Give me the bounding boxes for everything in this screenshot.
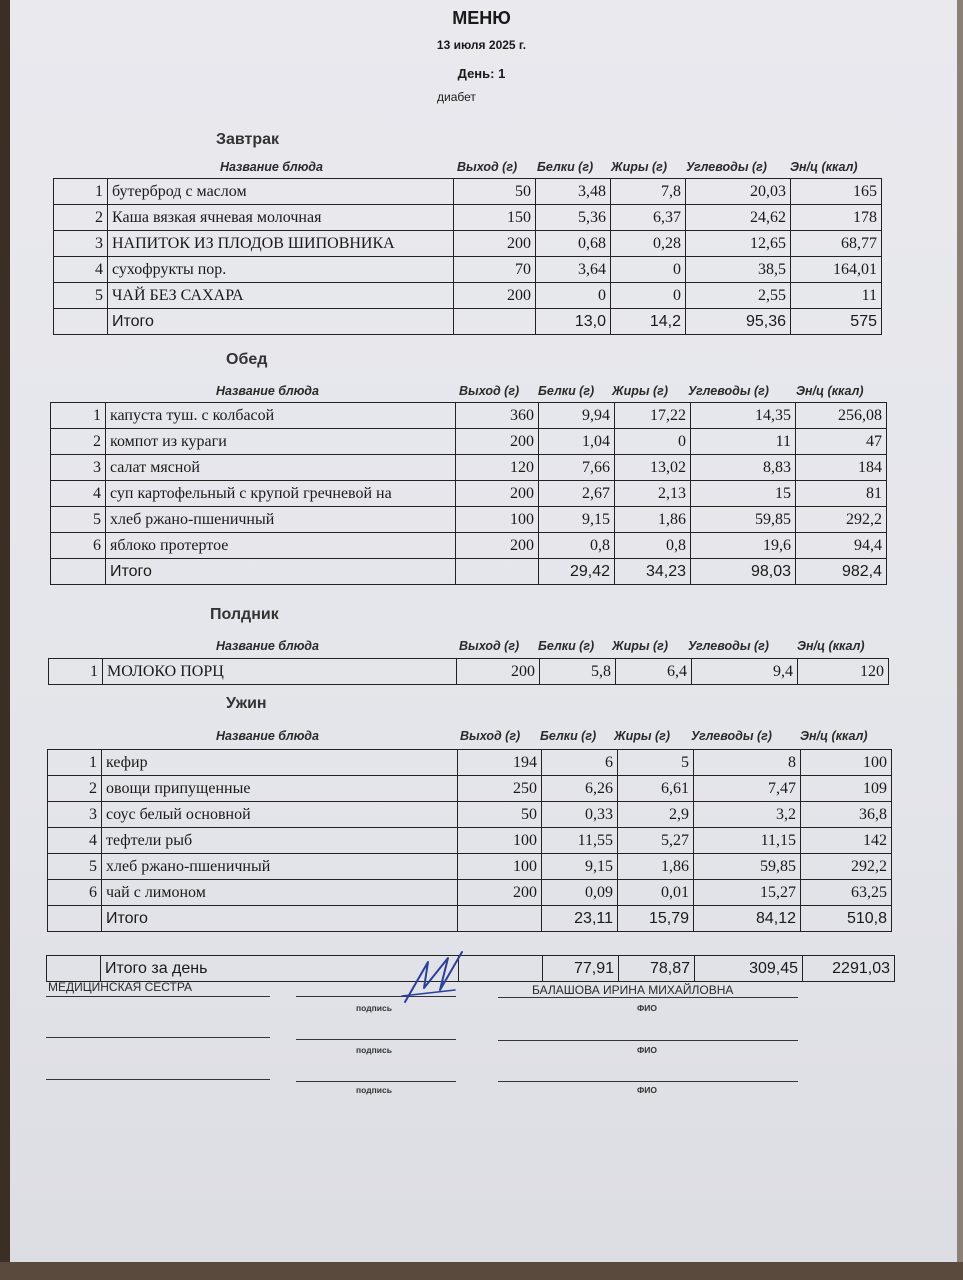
- total-carb: 95,36: [686, 309, 791, 335]
- total-row: [54, 309, 882, 335]
- cell-out: 50: [458, 802, 542, 828]
- signature-person: БАЛАШОВА ИРИНА МИХАЙЛОВНА: [532, 983, 734, 997]
- cell-name: суп картофельный с крупой гречневой на: [106, 481, 456, 507]
- total-energy: 982,4: [796, 559, 887, 585]
- cell-name: НАПИТОК ИЗ ПЛОДОВ ШИПОВНИКА: [108, 231, 454, 257]
- cell-energy: 256,08: [796, 403, 887, 429]
- col-fat: Жиры (г): [611, 160, 668, 174]
- cell-prot: 2,67: [539, 481, 615, 507]
- cell-n: 1: [54, 179, 108, 205]
- cell-carb: 15: [691, 481, 796, 507]
- col-out: Выход (г): [457, 160, 518, 174]
- cell-carb: 38,5: [686, 257, 791, 283]
- section-title-snack: Полдник: [210, 606, 279, 623]
- cell-out: 70: [454, 257, 536, 283]
- table-row: [54, 205, 882, 231]
- dinner-table: [47, 749, 892, 932]
- cell-fat: 0,01: [618, 880, 694, 906]
- cell-carb: 19,6: [691, 533, 796, 559]
- col-fat: Жиры (г): [612, 384, 669, 398]
- col-carb: Углеводы (г): [691, 729, 772, 743]
- cell-carb: 24,62: [686, 205, 791, 231]
- cell-n: 3: [54, 231, 108, 257]
- cell-carb: 3,2: [694, 802, 801, 828]
- col-prot: Белки (г): [540, 729, 597, 743]
- day-total-fat: 78,87: [619, 956, 695, 982]
- sign-line-2: [296, 1039, 456, 1040]
- diet-type: диабет: [437, 90, 476, 104]
- table-row: [51, 455, 887, 481]
- cell-n: 5: [54, 283, 108, 309]
- cell-out: 50: [454, 179, 536, 205]
- cell-fat: 6,4: [616, 659, 692, 685]
- col-carb: Углеводы (г): [688, 384, 769, 398]
- cell-carb: 7,47: [694, 776, 801, 802]
- lunch-table: [50, 402, 887, 585]
- col-out: Выход (г): [459, 639, 520, 653]
- cell-n: 5: [51, 507, 106, 533]
- cell-out: 200: [458, 880, 542, 906]
- fio-line-2: [498, 1040, 798, 1041]
- fio-line-1: [498, 997, 798, 998]
- photo-edge-bottom: [0, 1262, 963, 1280]
- total-fat: 15,79: [618, 906, 694, 932]
- col-out: Выход (г): [459, 384, 520, 398]
- table-row: [48, 802, 892, 828]
- cell-n: 6: [51, 533, 106, 559]
- day-total-carb: 309,45: [695, 956, 803, 982]
- cell-fat: 1,86: [615, 507, 691, 533]
- total-label: Итого: [102, 906, 458, 932]
- cell-n: 4: [51, 481, 106, 507]
- cell-name: хлеб ржано-пшеничный: [106, 507, 456, 533]
- cell-n: 2: [48, 776, 102, 802]
- day-total-prot: 77,91: [543, 956, 619, 982]
- col-prot: Белки (г): [538, 639, 595, 653]
- col-carb: Углеводы (г): [688, 639, 769, 653]
- cell-name: Каша вязкая ячневая молочная: [108, 205, 454, 231]
- cell-out: 100: [456, 507, 539, 533]
- cell-out: 250: [458, 776, 542, 802]
- cell-out: 200: [454, 231, 536, 257]
- cell-prot: 6: [542, 750, 618, 776]
- cell-prot: 0,8: [539, 533, 615, 559]
- cell-name: хлеб ржано-пшеничный: [102, 854, 458, 880]
- total-out: [458, 906, 542, 932]
- handwritten-signature: [400, 950, 480, 1010]
- cell-energy: 68,77: [791, 231, 882, 257]
- cell-name: ЧАЙ БЕЗ САХАРА: [108, 283, 454, 309]
- cell-prot: 9,15: [542, 854, 618, 880]
- cell-carb: 12,65: [686, 231, 791, 257]
- signature-role: МЕДИЦИНСКАЯ СЕСТРА: [48, 980, 193, 994]
- cell-name: сухофрукты пор.: [108, 257, 454, 283]
- table-row: [48, 880, 892, 906]
- cell-fat: 17,22: [615, 403, 691, 429]
- cell-energy: 94,4: [796, 533, 887, 559]
- total-row: [51, 559, 887, 585]
- section-title-breakfast: Завтрак: [216, 131, 280, 148]
- cell-prot: 3,48: [536, 179, 611, 205]
- cell-energy: 63,25: [801, 880, 892, 906]
- total-label: Итого: [106, 559, 456, 585]
- cell-energy: 81: [796, 481, 887, 507]
- cell-n: 4: [48, 828, 102, 854]
- sign-label-1: подпись: [356, 1003, 392, 1013]
- cell-prot: 0,33: [542, 802, 618, 828]
- cell-name: салат мясной: [106, 455, 456, 481]
- fio-label-1: ФИО: [637, 1003, 657, 1013]
- cell-energy: 109: [801, 776, 892, 802]
- cell-n: 6: [48, 880, 102, 906]
- cell-name: компот из кураги: [106, 429, 456, 455]
- cell-fat: 5: [618, 750, 694, 776]
- fio-line-3: [498, 1081, 798, 1082]
- day-total-label: Итого за день: [101, 956, 459, 982]
- cell-name: чай с лимоном: [102, 880, 458, 906]
- cell-prot: 11,55: [542, 828, 618, 854]
- col-energy: Эн/ц (ккал): [800, 729, 868, 743]
- fio-label-2: ФИО: [637, 1045, 657, 1055]
- fio-label-3: ФИО: [637, 1085, 657, 1095]
- cell-n: 3: [51, 455, 106, 481]
- total-empty: [48, 906, 102, 932]
- total-out: [454, 309, 536, 335]
- day-total-empty: [47, 956, 101, 982]
- cell-fat: 0: [615, 429, 691, 455]
- cell-name: капуста туш. с колбасой: [106, 403, 456, 429]
- total-energy: 510,8: [801, 906, 892, 932]
- col-out: Выход (г): [460, 729, 521, 743]
- cell-prot: 5,8: [540, 659, 616, 685]
- breakfast-table: [53, 178, 882, 335]
- column-header-dinner: [0, 729, 963, 745]
- cell-prot: 9,15: [539, 507, 615, 533]
- cell-carb: 59,85: [691, 507, 796, 533]
- cell-name: кефир: [102, 750, 458, 776]
- table-row: [48, 828, 892, 854]
- total-energy: 575: [791, 309, 882, 335]
- table-row: [48, 750, 892, 776]
- cell-prot: 0,68: [536, 231, 611, 257]
- cell-out: 100: [458, 854, 542, 880]
- total-carb: 98,03: [691, 559, 796, 585]
- cell-fat: 6,37: [611, 205, 686, 231]
- role-line-3: [46, 1079, 270, 1080]
- col-name: Название блюда: [216, 639, 319, 653]
- cell-name: МОЛОКО ПОРЦ: [103, 659, 457, 685]
- total-carb: 84,12: [694, 906, 801, 932]
- table-row: [51, 429, 887, 455]
- cell-energy: 100: [801, 750, 892, 776]
- cell-energy: 142: [801, 828, 892, 854]
- sign-line-3: [296, 1081, 456, 1082]
- col-carb: Углеводы (г): [686, 160, 767, 174]
- table-row: [51, 481, 887, 507]
- cell-carb: 11: [691, 429, 796, 455]
- day-total-energy: 2291,03: [803, 956, 895, 982]
- sign-label-3: подпись: [356, 1085, 392, 1095]
- cell-n: 2: [51, 429, 106, 455]
- cell-energy: 165: [791, 179, 882, 205]
- cell-out: 200: [457, 659, 540, 685]
- cell-energy: 164,01: [791, 257, 882, 283]
- col-energy: Эн/ц (ккал): [797, 639, 865, 653]
- cell-energy: 47: [796, 429, 887, 455]
- cell-fat: 6,61: [618, 776, 694, 802]
- total-row: [48, 906, 892, 932]
- total-empty: [54, 309, 108, 335]
- cell-carb: 14,35: [691, 403, 796, 429]
- total-fat: 14,2: [611, 309, 686, 335]
- cell-fat: 7,8: [611, 179, 686, 205]
- cell-energy: 292,2: [801, 854, 892, 880]
- cell-carb: 15,27: [694, 880, 801, 906]
- page-title: МЕНЮ: [452, 8, 511, 28]
- snack-table: [48, 658, 889, 685]
- cell-name: яблоко протертое: [106, 533, 456, 559]
- cell-fat: 1,86: [618, 854, 694, 880]
- column-header-lunch: [0, 384, 963, 400]
- cell-energy: 292,2: [796, 507, 887, 533]
- section-title-dinner: Ужин: [226, 695, 267, 712]
- col-fat: Жиры (г): [614, 729, 671, 743]
- table-row: [54, 257, 882, 283]
- total-prot: 23,11: [542, 906, 618, 932]
- cell-n: 5: [48, 854, 102, 880]
- table-row: [54, 179, 882, 205]
- cell-fat: 0,28: [611, 231, 686, 257]
- cell-fat: 5,27: [618, 828, 694, 854]
- cell-energy: 184: [796, 455, 887, 481]
- total-label: Итого: [108, 309, 454, 335]
- cell-out: 194: [458, 750, 542, 776]
- table-row: [54, 283, 882, 309]
- cell-prot: 1,04: [539, 429, 615, 455]
- col-name: Название блюда: [216, 384, 319, 398]
- cell-energy: 36,8: [801, 802, 892, 828]
- cell-fat: 2,9: [618, 802, 694, 828]
- menu-day: День: 1: [457, 66, 506, 81]
- col-prot: Белки (г): [537, 160, 594, 174]
- col-energy: Эн/ц (ккал): [796, 384, 864, 398]
- cell-n: 1: [48, 750, 102, 776]
- cell-n: 4: [54, 257, 108, 283]
- total-prot: 13,0: [536, 309, 611, 335]
- cell-carb: 20,03: [686, 179, 791, 205]
- column-header-snack: [0, 639, 963, 655]
- cell-carb: 8,83: [691, 455, 796, 481]
- cell-n: 1: [51, 403, 106, 429]
- table-row: [51, 507, 887, 533]
- column-header-breakfast: [0, 160, 963, 176]
- menu-date: 13 июля 2025 г.: [436, 38, 527, 52]
- table-row: [51, 403, 887, 429]
- cell-prot: 0: [536, 283, 611, 309]
- table-row: [49, 659, 889, 685]
- cell-prot: 5,36: [536, 205, 611, 231]
- cell-name: бутерброд с маслом: [108, 179, 454, 205]
- cell-carb: 8: [694, 750, 801, 776]
- cell-out: 200: [454, 283, 536, 309]
- role-line-1: [46, 996, 270, 997]
- cell-carb: 59,85: [694, 854, 801, 880]
- cell-out: 120: [456, 455, 539, 481]
- sign-label-2: подпись: [356, 1045, 392, 1055]
- role-line-2: [46, 1037, 270, 1038]
- cell-name: овощи припущенные: [102, 776, 458, 802]
- cell-out: 200: [456, 429, 539, 455]
- cell-fat: 13,02: [615, 455, 691, 481]
- col-name: Название блюда: [216, 729, 319, 743]
- cell-name: тефтели рыб: [102, 828, 458, 854]
- total-empty: [51, 559, 106, 585]
- cell-energy: 120: [798, 659, 889, 685]
- total-out: [456, 559, 539, 585]
- cell-out: 200: [456, 533, 539, 559]
- table-row: [48, 776, 892, 802]
- table-row: [51, 533, 887, 559]
- cell-energy: 178: [791, 205, 882, 231]
- cell-fat: 0: [611, 283, 686, 309]
- col-fat: Жиры (г): [612, 639, 669, 653]
- cell-prot: 0,09: [542, 880, 618, 906]
- cell-carb: 9,4: [692, 659, 798, 685]
- table-row: [54, 231, 882, 257]
- cell-out: 200: [456, 481, 539, 507]
- cell-n: 2: [54, 205, 108, 231]
- col-prot: Белки (г): [538, 384, 595, 398]
- cell-prot: 3,64: [536, 257, 611, 283]
- col-energy: Эн/ц (ккал): [790, 160, 858, 174]
- cell-carb: 2,55: [686, 283, 791, 309]
- cell-n: 1: [49, 659, 103, 685]
- total-prot: 29,42: [539, 559, 615, 585]
- table-row: [48, 854, 892, 880]
- cell-energy: 11: [791, 283, 882, 309]
- cell-n: 3: [48, 802, 102, 828]
- cell-fat: 2,13: [615, 481, 691, 507]
- cell-out: 150: [454, 205, 536, 231]
- col-name: Название блюда: [220, 160, 323, 174]
- cell-out: 360: [456, 403, 539, 429]
- cell-name: соус белый основной: [102, 802, 458, 828]
- cell-prot: 6,26: [542, 776, 618, 802]
- cell-fat: 0: [611, 257, 686, 283]
- cell-prot: 7,66: [539, 455, 615, 481]
- cell-fat: 0,8: [615, 533, 691, 559]
- total-fat: 34,23: [615, 559, 691, 585]
- cell-carb: 11,15: [694, 828, 801, 854]
- cell-out: 100: [458, 828, 542, 854]
- section-title-lunch: Обед: [226, 351, 268, 368]
- cell-prot: 9,94: [539, 403, 615, 429]
